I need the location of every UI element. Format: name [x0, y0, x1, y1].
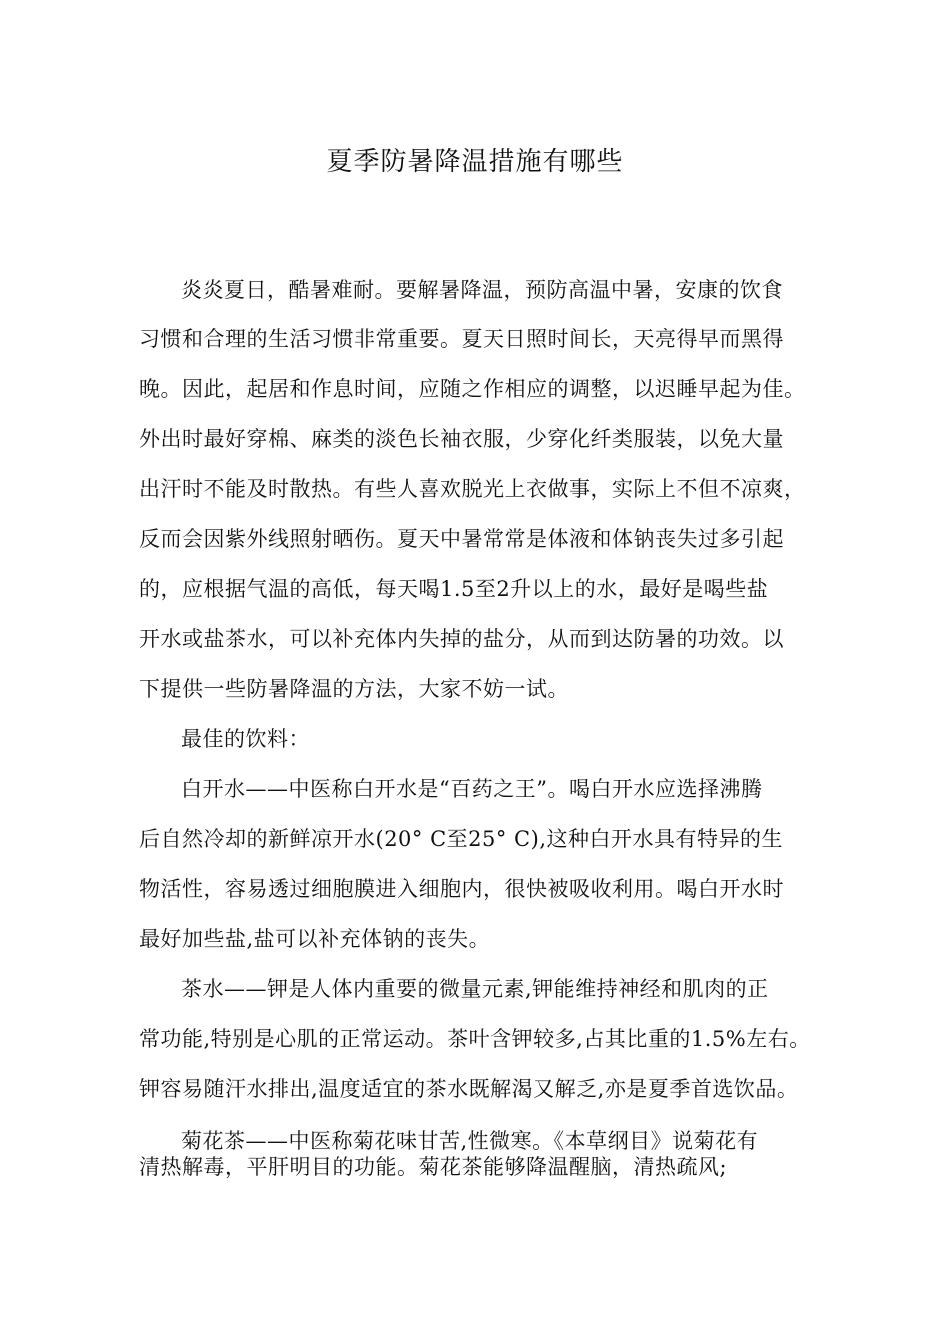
paragraph-line: 清热解毒，平肝明目的功能。菊花茶能够降温醒脑，清热疏风;: [139, 1155, 728, 1179]
paragraph-line: 茶水——钾是人体内重要的微量元素,钾能维持神经和肌肉的正: [181, 977, 769, 1001]
paragraph-line: 晚。因此，起居和作息时间，应随之作相应的调整，以迟睡早起为佳。: [139, 377, 806, 401]
paragraph-line: 钾容易随汗水排出,温度适宜的茶水既解渴又解乏,亦是夏季首选饮品。: [139, 1077, 799, 1101]
paragraph-line: 的，应根据气温的高低，每天喝1.5至2升以上的水，最好是喝些盐: [139, 577, 769, 601]
section-heading: 最佳的饮料：: [181, 727, 310, 751]
paragraph-line: 反而会因紫外线照射晒伤。夏天中暑常常是体液和体钠丧失过多引起: [139, 527, 784, 551]
paragraph-line: 常功能,特别是心肌的正常运动。茶叶含钾较多,占其比重的1.5%左右。: [139, 1027, 811, 1051]
paragraph-line: 炎炎夏日，酷暑难耐。要解暑降温，预防高温中暑，安康的饮食: [181, 278, 783, 302]
paragraph-line: 白开水——中医称白开水是“百药之王”。喝白开水应选择沸腾: [181, 777, 763, 801]
paragraph-line: 后自然冷却的新鲜凉开水(20° C至25° C),这种白开水具有特异的生: [139, 827, 783, 851]
paragraph-line: 最好加些盐,盐可以补充体钠的丧失。: [139, 927, 491, 951]
paragraph-line: 下提供一些防暑降温的方法，大家不妨一试。: [139, 677, 569, 701]
paragraph-line: 出汗时不能及时散热。有些人喜欢脱光上衣做事，实际上不但不凉爽，: [139, 477, 806, 501]
paragraph-line: 开水或盐茶水，可以补充体内失掉的盐分，从而到达防暑的功效。以: [139, 627, 784, 651]
paragraph-line: 物活性，容易透过细胞膜进入细胞内，很快被吸收利用。喝白开水时: [139, 877, 784, 901]
paragraph-line: 习惯和合理的生活习惯非常重要。夏天日照时间长，天亮得早而黑得: [139, 327, 784, 351]
paragraph-line: 菊花茶——中医称菊花味甘苦,性微寒。《本草纲目》说菊花有: [181, 1129, 759, 1153]
document-title: 夏季防暑降温措施有哪些: [326, 147, 624, 177]
paragraph-line: 外出时最好穿棉、麻类的淡色长袖衣服，少穿化纤类服装，以免大量: [139, 427, 784, 451]
